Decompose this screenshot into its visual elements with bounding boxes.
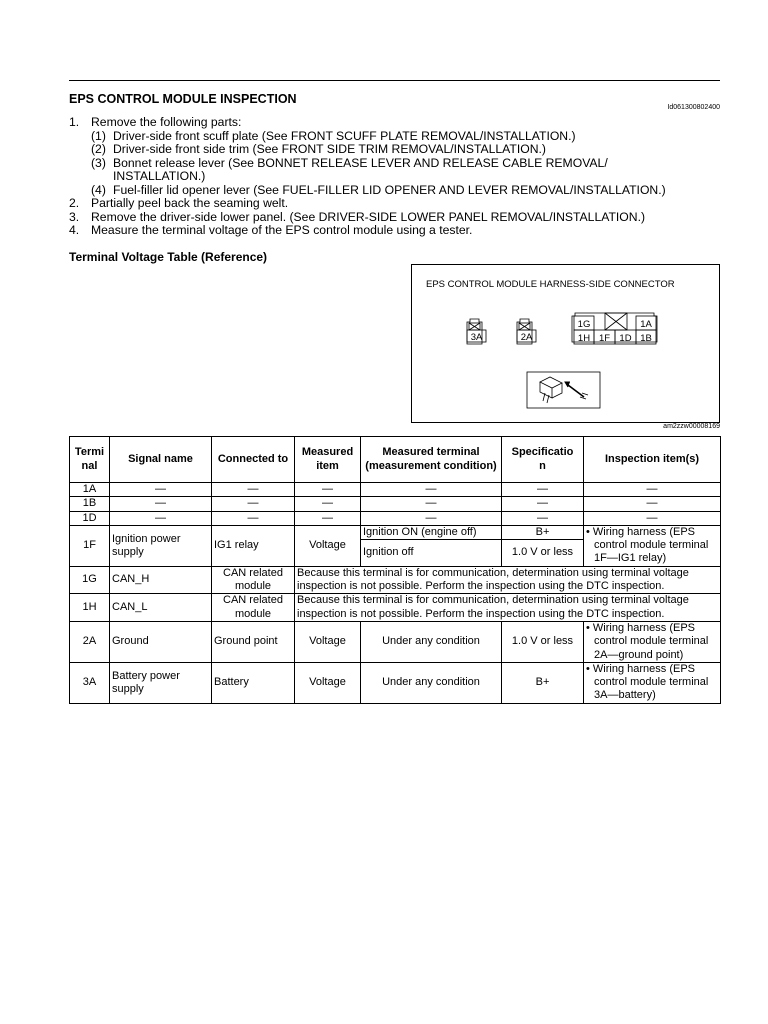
header-inspection-items: Inspection item(s) xyxy=(584,437,721,483)
substep-2 xyxy=(69,143,666,157)
substep-number: (2) xyxy=(91,142,106,156)
cell-terminal: 1A xyxy=(70,483,110,497)
cell-dash: — xyxy=(502,511,584,525)
cell-connected-to: CAN related module xyxy=(212,566,295,594)
cell-connected-to: IG1 relay xyxy=(212,525,295,566)
terminal-1f-label: 1F xyxy=(598,333,611,344)
cell-terminal: 1D xyxy=(70,511,110,525)
terminal-1g-label: 1G xyxy=(577,319,591,330)
header-specification: Specificatio n xyxy=(502,437,584,483)
step-number: 4. xyxy=(69,223,80,237)
cell-measured-item: Voltage xyxy=(295,621,361,662)
terminal-3a-label: 3A xyxy=(470,332,483,343)
table-header-row xyxy=(70,437,721,483)
step-number: 3. xyxy=(69,209,80,224)
figure-id: am2zzw00008169 xyxy=(663,423,720,430)
cell-note: Because this terminal is for communication, determination using terminal voltage inspection is not possible. Perform the inspection using the DTC inspection. xyxy=(295,566,721,594)
procedure-steps xyxy=(69,116,666,238)
substep-text: Driver-side front side trim (See FRONT SIDE TRIM REMOVAL/INSTALLATION.) xyxy=(113,142,546,156)
cell-condition: Ignition ON (engine off) xyxy=(361,525,502,540)
step-1 xyxy=(69,116,666,130)
header-measured-item: Measured item xyxy=(295,437,361,483)
cell-signal-name: Ground xyxy=(110,621,212,662)
cell-condition: Under any condition xyxy=(361,621,502,662)
substep-number: (4) xyxy=(91,182,106,197)
connector-figure xyxy=(411,264,720,423)
step-number: 2. xyxy=(69,196,80,210)
terminal-1d-label: 1D xyxy=(619,333,632,344)
terminal-1a-label: 1A xyxy=(640,319,652,330)
header-signal-name: Signal name xyxy=(110,437,212,483)
connector-3a xyxy=(467,319,486,344)
table-row xyxy=(70,483,721,497)
step-text: Remove the following parts: xyxy=(91,115,242,129)
substep-4 xyxy=(69,184,666,198)
terminal-1b-label: 1B xyxy=(640,333,652,344)
table-row xyxy=(70,594,721,622)
table-row xyxy=(70,662,721,703)
cell-dash: — xyxy=(295,483,361,497)
cell-specification: 1.0 V or less xyxy=(502,621,584,662)
step-text: Measure the terminal voltage of the EPS control module using a tester. xyxy=(91,223,473,237)
connector-diagram xyxy=(412,265,721,424)
cell-inspection-item: • Wiring harness (EPS control module terminal 3A—battery) xyxy=(584,662,721,703)
cell-connected-to: CAN related module xyxy=(212,594,295,622)
header-measured-terminal: Measured terminal (measurement condition) xyxy=(361,437,502,483)
cell-dash: — xyxy=(110,511,212,525)
substep-text: Fuel-filler lid opener lever (See FUEL-FILLER LID OPENER AND LEVER REMOVAL/INSTALLATION.) xyxy=(113,182,666,197)
cell-dash: — xyxy=(502,497,584,511)
table-row xyxy=(70,566,721,594)
cell-measured-item: Voltage xyxy=(295,662,361,703)
cell-dash: — xyxy=(212,497,295,511)
top-rule xyxy=(69,80,720,81)
cell-dash: — xyxy=(295,497,361,511)
cell-signal-name: Battery power supply xyxy=(110,662,212,703)
cell-dash: — xyxy=(212,483,295,497)
step-number: 1. xyxy=(69,115,80,129)
cell-condition: Under any condition xyxy=(361,662,502,703)
cell-signal-name: CAN_H xyxy=(110,566,212,594)
cell-terminal: 1G xyxy=(70,566,110,594)
cell-dash: — xyxy=(110,497,212,511)
cell-specification: B+ xyxy=(502,525,584,540)
cell-terminal: 3A xyxy=(70,662,110,703)
harness-side-view-icon xyxy=(527,372,600,408)
cell-dash: — xyxy=(361,483,502,497)
cell-dash: — xyxy=(502,483,584,497)
substep-text: Driver-side front scuff plate (See FRONT SCUFF PLATE REMOVAL/INSTALLATION.) xyxy=(113,128,576,143)
figure-caption: EPS CONTROL MODULE HARNESS-SIDE CONNECTOR xyxy=(426,279,675,290)
cell-dash: — xyxy=(295,511,361,525)
header-connected-to: Connected to xyxy=(212,437,295,483)
cell-dash: — xyxy=(584,511,721,525)
cell-dash: — xyxy=(361,497,502,511)
cell-note: Because this terminal is for communication, determination using terminal voltage inspection is not possible. Perform the inspection using the DTC inspection. xyxy=(295,594,721,622)
terminal-1h-label: 1H xyxy=(577,333,591,344)
terminal-2a-label: 2A xyxy=(520,332,533,343)
connector-main xyxy=(572,313,657,344)
table-row xyxy=(70,525,721,540)
header-terminal: Termi nal xyxy=(70,437,110,483)
cell-dash: — xyxy=(584,483,721,497)
table-row xyxy=(70,621,721,662)
connector-2a xyxy=(517,319,536,344)
step-3 xyxy=(69,211,666,225)
step-2 xyxy=(69,197,666,211)
section-title: EPS CONTROL MODULE INSPECTION xyxy=(69,92,297,106)
substep-1 xyxy=(69,130,666,144)
cell-connected-to: Battery xyxy=(212,662,295,703)
substep-3 xyxy=(69,157,666,184)
cell-signal-name: CAN_L xyxy=(110,594,212,622)
substep-number: (1) xyxy=(91,128,106,143)
cell-dash: — xyxy=(110,483,212,497)
step-text: Remove the driver-side lower panel. (See DRIVER-SIDE LOWER PANEL REMOVAL/INSTALLATION.) xyxy=(91,209,646,224)
cell-terminal: 2A xyxy=(70,621,110,662)
step-4 xyxy=(69,224,666,238)
cell-terminal: 1B xyxy=(70,497,110,511)
table-row xyxy=(70,497,721,511)
cell-connected-to: Ground point xyxy=(212,621,295,662)
cell-terminal: 1H xyxy=(70,594,110,622)
cell-specification: 1.0 V or less xyxy=(502,540,584,566)
cell-inspection-item: • Wiring harness (EPS control module terminal 2A—ground point) xyxy=(584,621,721,662)
cell-signal-name: Ignition power supply xyxy=(110,525,212,566)
cell-dash: — xyxy=(212,511,295,525)
cell-dash: — xyxy=(361,511,502,525)
cell-measured-item: Voltage xyxy=(295,525,361,566)
table-row xyxy=(70,511,721,525)
substep-number: (3) xyxy=(91,155,106,170)
cell-condition: Ignition off xyxy=(361,540,502,566)
document-id: Id061300802400 xyxy=(667,104,720,111)
terminal-voltage-table xyxy=(69,436,721,704)
cell-terminal: 1F xyxy=(70,525,110,566)
step-text: Partially peel back the seaming welt. xyxy=(91,196,289,210)
cell-dash: — xyxy=(584,497,721,511)
cell-specification: B+ xyxy=(502,662,584,703)
substep-text: Bonnet release lever (See BONNET RELEASE LEVER AND RELEASE CABLE REMOVAL/ xyxy=(113,155,608,170)
substep-text-continued: INSTALLATION.) xyxy=(113,169,206,183)
cell-inspection-item: • Wiring harness (EPS control module terminal 1F—IG1 relay) xyxy=(584,525,721,566)
table-title: Terminal Voltage Table (Reference) xyxy=(69,250,268,264)
